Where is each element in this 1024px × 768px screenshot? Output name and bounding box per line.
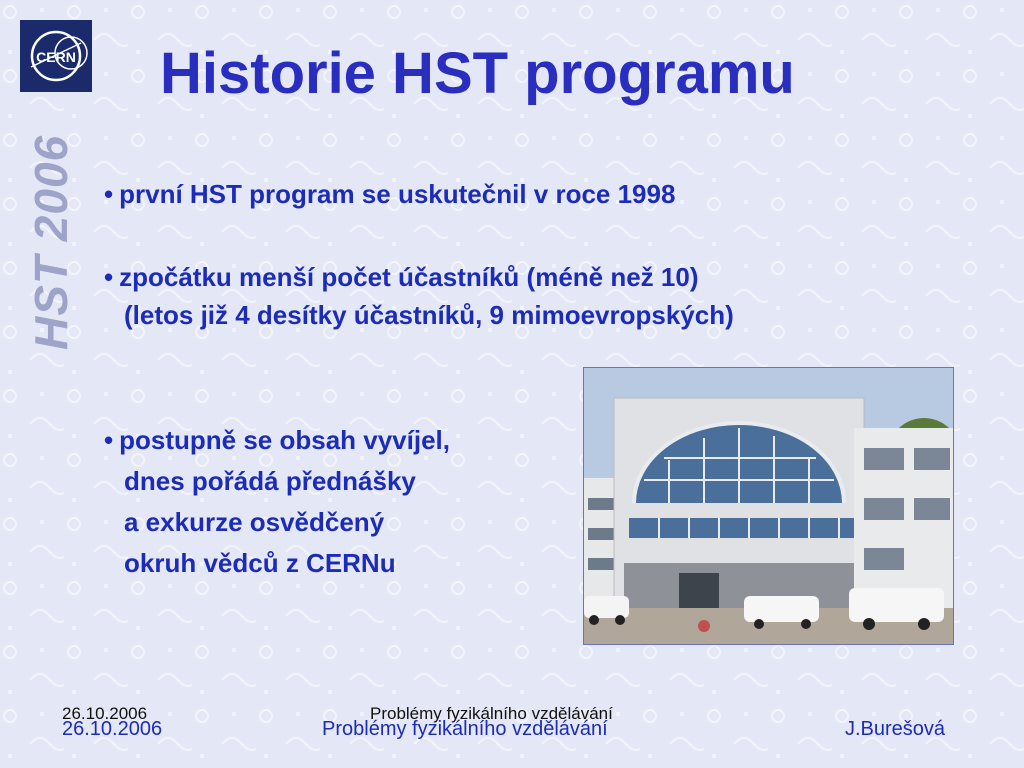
bullet-1 [104, 175, 675, 213]
bullet-1-line-1: • první HST program se uskutečnil v roce 1998 [104, 179, 676, 209]
bullet-dot: • [104, 262, 114, 292]
bullet-dot: • [104, 179, 114, 209]
cern-logo [20, 20, 92, 92]
bullet-dot: • [104, 425, 114, 455]
cern-logo-icon [23, 23, 89, 89]
slide-title: Historie HST programu [160, 41, 795, 106]
footer-course-overlay: Problémy fyzikálního vzdělávání [370, 704, 613, 723]
bullet-3-line-3: a exkurze osvědčený [124, 507, 385, 537]
bullet-3-line-2: dnes pořádá přednášky [124, 466, 416, 496]
footer-date-overlay: 26.10.2006 [62, 704, 148, 723]
bullet-2-line-1: • zpočátku menší počet účastníků (méně než 10) [104, 262, 699, 292]
footer-course: Problémy fyzikálního vzdělávání [322, 718, 608, 740]
bullet-3 [104, 420, 450, 584]
bullet-3-line-1: • postupně se obsah vyvíjel, [104, 425, 450, 455]
bullet-2 [104, 258, 734, 334]
cern-logo-text: CERN [36, 49, 76, 65]
footer-date: 26.10.2006 [62, 718, 163, 740]
building-photo [583, 367, 954, 645]
bullet-2-line-2: (letos již 4 desítky účastníků, 9 mimoevropských) [124, 300, 734, 330]
footer-author: J.Burešová [845, 718, 946, 740]
bullet-3-line-4: okruh vědců z CERNu [124, 548, 396, 578]
hst-watermark: HST 2006 [25, 134, 77, 350]
